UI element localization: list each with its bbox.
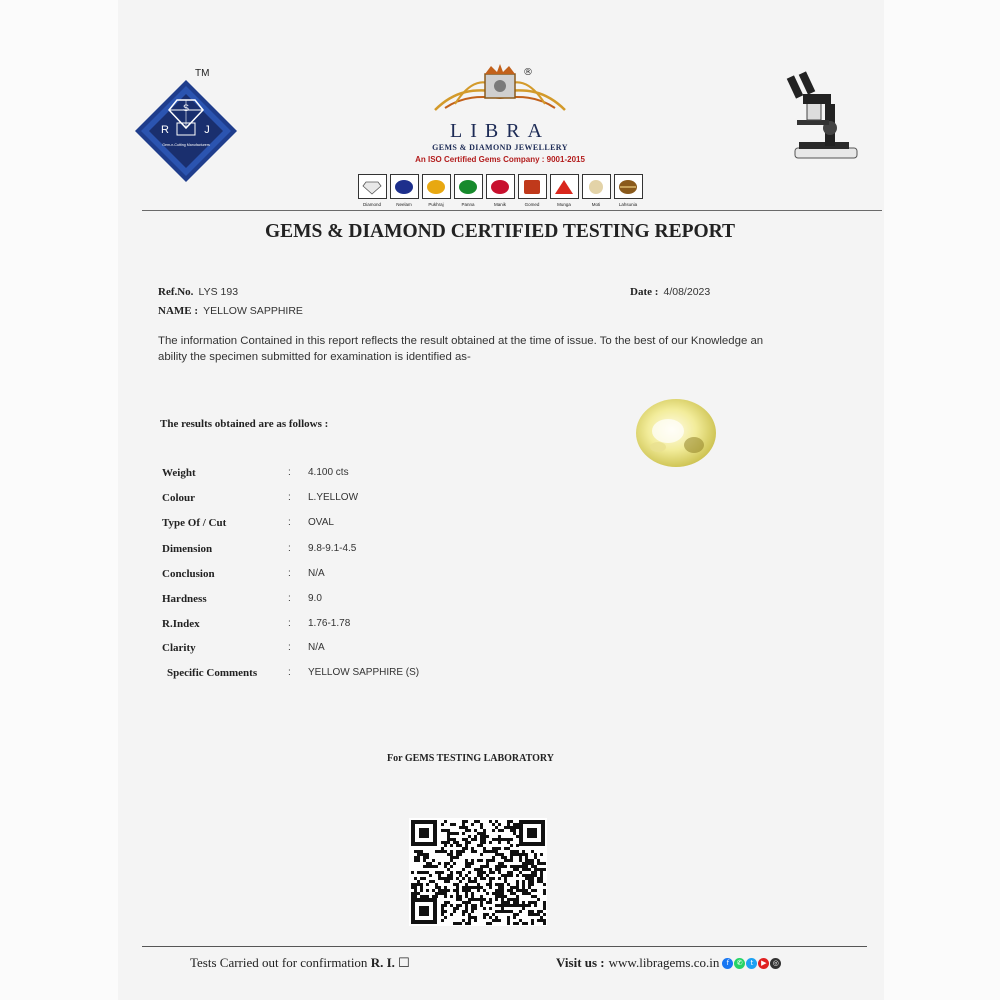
rsj-letter-r: R [161, 124, 169, 136]
microscope-icon [785, 70, 865, 180]
gem-diamond: Diamond [356, 174, 388, 212]
report-title: GEMS & DIAMOND CERTIFIED TESTING REPORT [264, 221, 736, 242]
neelam-gem-icon [394, 179, 414, 195]
footer-website [556, 955, 781, 971]
gem-manik: Manik [484, 174, 516, 212]
gem-moti: Moti [580, 174, 612, 212]
website-link[interactable]: www.libragems.co.in [608, 955, 720, 970]
lahsunia-gem-icon [618, 179, 638, 195]
header-divider [142, 210, 882, 211]
footer-divider [142, 946, 867, 947]
name-value: YELLOW SAPPHIRE [203, 305, 303, 317]
checkbox-icon: ☐ [398, 955, 410, 970]
panna-gem-icon [458, 179, 478, 195]
rsj-logo [133, 78, 239, 184]
report-date [630, 280, 710, 299]
date-value: 4/08/2023 [663, 286, 711, 298]
gemstone-photo [628, 393, 724, 473]
lab-signature-line: For GEMS TESTING LABORATORY [387, 753, 554, 764]
gem-pukhraj: Pukhraj [420, 174, 452, 212]
gem-panna: Panna [452, 174, 484, 212]
gem-munga: Munga [548, 174, 580, 212]
rsj-letter-j: J [204, 124, 210, 136]
name-label: NAME : [158, 305, 199, 317]
diamond-gem-icon [362, 179, 382, 195]
results-heading: The results obtained are as follows : [160, 418, 329, 430]
twitter-icon[interactable]: t [746, 958, 757, 969]
visit-label: Visit us : [556, 955, 605, 970]
libra-crest-icon [405, 60, 595, 116]
specimen-name [158, 299, 303, 318]
footer-confirmation-text: Tests Carried out for confirmation [190, 955, 368, 970]
rsj-letter-s: S [182, 103, 190, 113]
footer-confirmation [190, 955, 410, 971]
facebook-icon[interactable]: f [722, 958, 733, 969]
ref-number [158, 280, 238, 299]
moti-gem-icon [586, 179, 606, 195]
gem-icon-row [356, 174, 656, 212]
pukhraj-gem-icon [426, 179, 446, 195]
ref-value: LYS 193 [198, 286, 239, 298]
libra-logo [405, 60, 595, 152]
youtube-icon[interactable]: ▶ [758, 958, 769, 969]
registered-mark: ® [523, 67, 533, 78]
manik-gem-icon [490, 179, 510, 195]
iso-certification: An ISO Certified Gems Company : 9001-2015 [415, 155, 585, 164]
gomed-gem-icon [522, 179, 542, 195]
whatsapp-icon[interactable]: ✆ [734, 958, 745, 969]
intro-paragraph: The information Contained in this report reflects the result obtained at the time of issue. To the best of our Knowledge an ability the specimen submitted for examination is identified as- [158, 335, 764, 363]
qr-code[interactable] [409, 818, 547, 926]
brand-name: LIBRA [450, 120, 550, 142]
gem-lahsunia: Lahsunia [612, 174, 644, 212]
background-left [0, 0, 118, 1000]
footer-ri-label: R. I. [370, 955, 395, 970]
munga-gem-icon [554, 179, 574, 195]
rsj-tagline: Gem-n-Cutting Manufacturers [162, 143, 210, 147]
gem-gomed: Gomed [516, 174, 548, 212]
instagram-icon[interactable]: ◎ [770, 958, 781, 969]
brand-subtitle: GEMS & DIAMOND JEWELLERY [432, 143, 568, 152]
ref-label: Ref.No. [158, 286, 194, 298]
background-right [884, 0, 1000, 1000]
trademark-mark: TM [195, 68, 210, 79]
gem-neelam: Neelam [388, 174, 420, 212]
date-label: Date : [630, 286, 659, 298]
